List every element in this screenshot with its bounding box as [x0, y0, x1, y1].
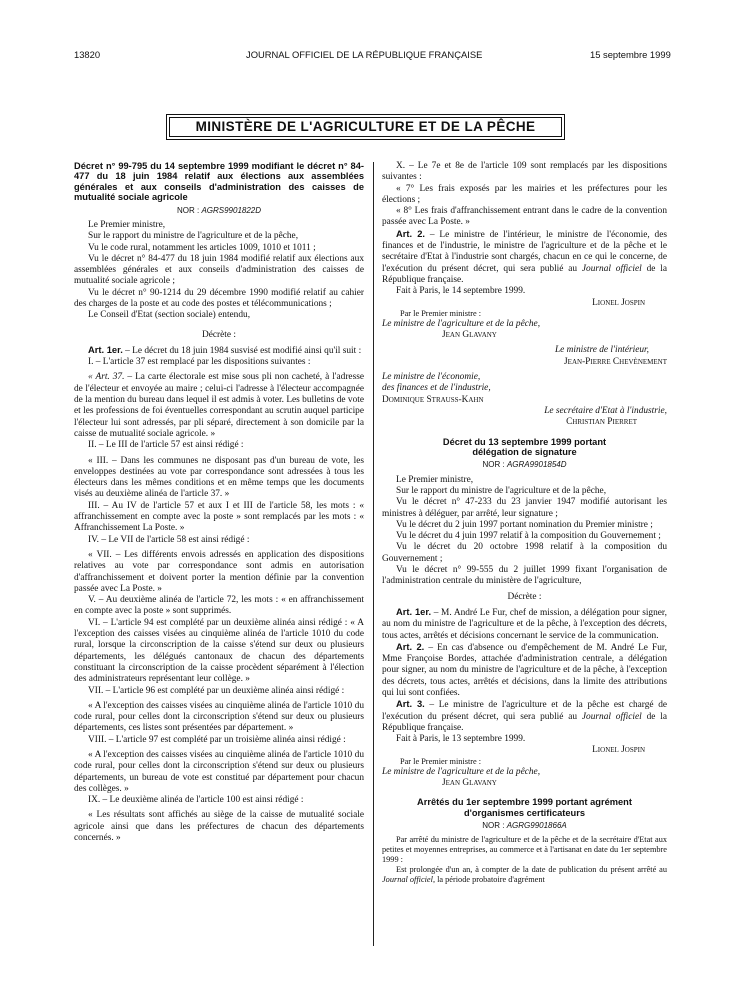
para: Vu le décret du 2 juin 1997 portant nomination du Premier ministre ;	[396, 519, 653, 530]
quote: « A l'exception des caisses visées au cinquième alinéa de l'article 1010 du code rural, pour celles dont la circonscription s'étend sur deux ou plusieurs départements, un bureau de vote est constitué par département pour chacun des collèges. »	[74, 749, 364, 794]
para: III. – Au IV de l'article 57 et aux I et III de l'article 58, les mots : « affranchissement en compte avec la poste » sont remplacés par les mots : « Affranchissement La Poste. »	[74, 500, 364, 534]
quote: « Les résultats sont affichés au siège de la caisse de mutualité sociale agricole ainsi que dans les préfectures de chacun des départements concernés. »	[74, 810, 364, 844]
para: Vu le décret n° 84-477 du 18 juin 1984 modifié relatif aux élections aux assemblées générales et aux conseils d'administration des caisses de mutualité sociale agricole ;	[74, 253, 364, 287]
para: X. – Le 7e et 8e de l'article 109 sont remplacés par les dispositions suivantes :	[382, 161, 667, 183]
page-number: 13820	[74, 49, 101, 60]
article-2: Art. 2. – En cas d'absence ou d'empêchement de M. André Le Fur, Mme Françoise Bordes, attachée d'administration centrale, a délégation pour signer, au nom du ministre de l'agriculture et de la pêche, à l'exception des décrets, tous actes, arrêtés et décisions, dans la limite des attributions qui lui sont confiées.	[382, 641, 667, 698]
minister-title: des finances et de l'industrie,	[382, 383, 491, 394]
quote-art37: « Art. 37. – La carte électorale est mise sous pli non cacheté, à l'adresse de l'électeur et envoyée au maire ; celui-ci l'adresse à l'électeur accompagnée de la mention du bureau dans lequel il est admis à voter. Les bulletins de vote et les professions de foi éventuelles correspondant au scrutin auquel participe l'électeur lui sont adressés, par pli séparé, directement à son domicile par la caisse de mutualité sociale agricole. »	[74, 372, 364, 439]
minister-title: Le ministre de l'agriculture et de la pêche,	[382, 318, 541, 329]
para: Vu le code rural, notamment les articles 1009, 1010 et 1011 ;	[88, 242, 316, 253]
para: II. – Le III de l'article 57 est ainsi rédigé :	[88, 440, 244, 451]
quote: « 8° Les frais d'affranchissement entrant dans le cadre de la convention passée avec La Poste. »	[382, 206, 667, 228]
column-divider	[373, 162, 374, 946]
quote: « A l'exception des caisses visées au cinquième alinéa de l'article 1010 du code rural, pour celles dont la circonscription s'étend sur deux ou plusieurs départements, ces listes sont présentées par département. »	[74, 700, 364, 734]
decree2-title: Décret du 13 septembre 1999 portant délégation de signature	[442, 436, 607, 457]
para: Sur le rapport du ministre de l'agriculture et de la pêche,	[88, 231, 299, 242]
para: Le Premier ministre,	[88, 219, 166, 230]
para: Est prolongée d'un an, à compter de la date de publication du présent arrêté au Journal officiel, la période probatoire d'agrément	[382, 865, 667, 885]
para: IX. – Le deuxième alinéa de l'article 100 est ainsi rédigé :	[88, 795, 304, 806]
signature: Christian Pierret	[566, 417, 637, 428]
left-column	[74, 161, 364, 844]
para: Vu le décret n° 47-233 du 23 janvier 1947 modifié autorisant les ministres à déléguer, par arrêté, leur signature ;	[382, 497, 667, 519]
right-column	[382, 161, 667, 885]
decrete-label: Décrète :	[507, 591, 542, 602]
par-premier-ministre: Par le Premier ministre :	[400, 308, 482, 318]
header-date: 15 septembre 1999	[590, 49, 671, 60]
para: VII. – L'article 96 est complété par un deuxième alinéa ainsi rédigé :	[88, 685, 345, 696]
para: Par arrêté du ministre de l'agriculture et de la pêche et de la secrétaire d'Etat aux petites et moyennes entreprises, au commerce et à l'artisanat en date du 1er septembre 1999 :	[382, 835, 667, 865]
ministry-box	[166, 114, 565, 140]
para: Le Premier ministre,	[396, 474, 474, 485]
quote: « III. – Dans les communes ne disposant pas d'un bureau de vote, les enveloppes destinées au vote par correspondance sont adressées à tous les électeurs dans les mêmes conditions et en même temps que les documents visés au deuxième alinéa de l'article 37. »	[74, 455, 364, 500]
signature: Jean Glavany	[442, 778, 497, 789]
minister-title: Le ministre de l'intérieur,	[554, 345, 649, 356]
para: Vu le décret du 20 octobre 1998 relatif à la composition du Gouvernement ;	[382, 542, 667, 564]
article-1: Art. 1er. – M. André Le Fur, chef de mission, a délégation pour signer, au nom du ministre de l'agriculture et de la pêche, à l'exception des décrets, tous actes, arrêtés et décisions concernant le service de la communication.	[382, 606, 667, 641]
nor-reference: NOR : AGRA9901854D	[482, 460, 567, 470]
article-1: Art. 1er. – Le décret du 18 juin 1984 susvisé est modifié ainsi qu'il suit :	[88, 344, 362, 356]
para: Vu le décret du 4 juin 1997 relatif à la composition du Gouvernement ;	[396, 531, 661, 542]
para: Le Conseil d'Etat (section sociale) entendu,	[88, 310, 251, 321]
para: Vu le décret n° 99-555 du 2 juillet 1999 fixant l'organisation de l'administration centrale du ministère de l'agriculture,	[382, 565, 667, 587]
arretes-title: Arrêtés du 1er septembre 1999 portant agrément d'organismes certificateurs	[417, 797, 632, 818]
para: IV. – Le VII de l'article 58 est ainsi rédigé :	[88, 534, 250, 545]
par-premier-ministre: Par le Premier ministre :	[400, 756, 482, 766]
signature: Jean Glavany	[442, 330, 497, 341]
article-3: Art. 3. – Le ministre de l'agriculture et de la pêche est chargé de l'exécution du présent décret, qui sera publié au Journal officiel de la République française.	[382, 699, 668, 733]
decree-title: Décret n° 99-795 du 14 septembre 1999 modifiant le décret n° 84-477 du 18 juin 1984 relatif aux élections aux assemblées générales et aux conseils d'administration des caisses de mutualité sociale agricole	[74, 161, 364, 203]
nor-reference: NOR : AGRG9901866A	[482, 821, 567, 831]
decrete-label: Décrète :	[202, 329, 236, 340]
signature: Lionel Jospin	[592, 745, 645, 756]
signature: Jean-Pierre Chevènement	[564, 356, 667, 367]
signature: Lionel Jospin	[592, 297, 645, 308]
article-2: Art. 2. – Le ministre de l'intérieur, le ministre de l'économie, des finances et de l'industrie, le ministre de l'agriculture et de la pêche et le secrétaire d'Etat à l'industrie sont chargés, chacun en ce qui le concerne, de l'exécution du présent décret, qui sera publié au Journal officiel de la République française.	[382, 228, 667, 285]
minister-title: Le secrétaire d'Etat à l'industrie,	[544, 405, 667, 416]
nor-reference: NOR : AGRS9901822D	[176, 205, 262, 215]
ministry-title: MINISTÈRE DE L'AGRICULTURE ET DE LA PÊCHE	[195, 119, 536, 134]
para: Sur le rapport du ministre de l'agriculture et de la pêche,	[396, 485, 607, 496]
quote: « VII. – Les différents envois adressés en application des dispositions relatives au vote par correspondance sont admis en autorisation d'affranchissement et doivent porter la mention définie par la convention passée avec La Poste. »	[74, 549, 364, 594]
para: VI. – L'article 94 est complété par un deuxième alinéa ainsi rédigé : « A l'exception des caisses visées au cinquième alinéa de l'article 1010 du code rural, lorsque la circonscription de la caisse s'étend sur deux ou plusieurs départements, les délégués cantonaux de chacun des départements constituant la circonscription de la caisse procèdent séparément à l'élection des administrateurs représentant leur collège. »	[74, 617, 364, 685]
quote: « 7° Les frais exposés par les mairies et les préfectures pour les élections ;	[382, 183, 667, 205]
para: Vu le décret n° 90-1214 du 29 décembre 1990 modifié relatif au cahier des charges de la poste et au code des postes et télécommunications ;	[74, 287, 364, 309]
para: V. – Au deuxième alinéa de l'article 72, les mots : « en affranchissement en compte avec la poste » sont supprimés.	[74, 595, 364, 617]
para: I. – L'article 37 est remplacé par les dispositions suivantes :	[88, 357, 311, 368]
fait-date: Fait à Paris, le 13 septembre 1999.	[396, 734, 526, 745]
minister-title: Le ministre de l'agriculture et de la pêche,	[382, 766, 541, 777]
fait-date: Fait à Paris, le 14 septembre 1999.	[396, 286, 526, 297]
signature: Dominique Strauss-Kahn	[382, 394, 484, 405]
para: VIII. – L'article 97 est complété par un troisième alinéa ainsi rédigé :	[88, 734, 346, 745]
journal-title: JOURNAL OFFICIEL DE LA RÉPUBLIQUE FRANÇAISE	[246, 49, 483, 60]
minister-title: Le ministre de l'économie,	[382, 372, 481, 383]
